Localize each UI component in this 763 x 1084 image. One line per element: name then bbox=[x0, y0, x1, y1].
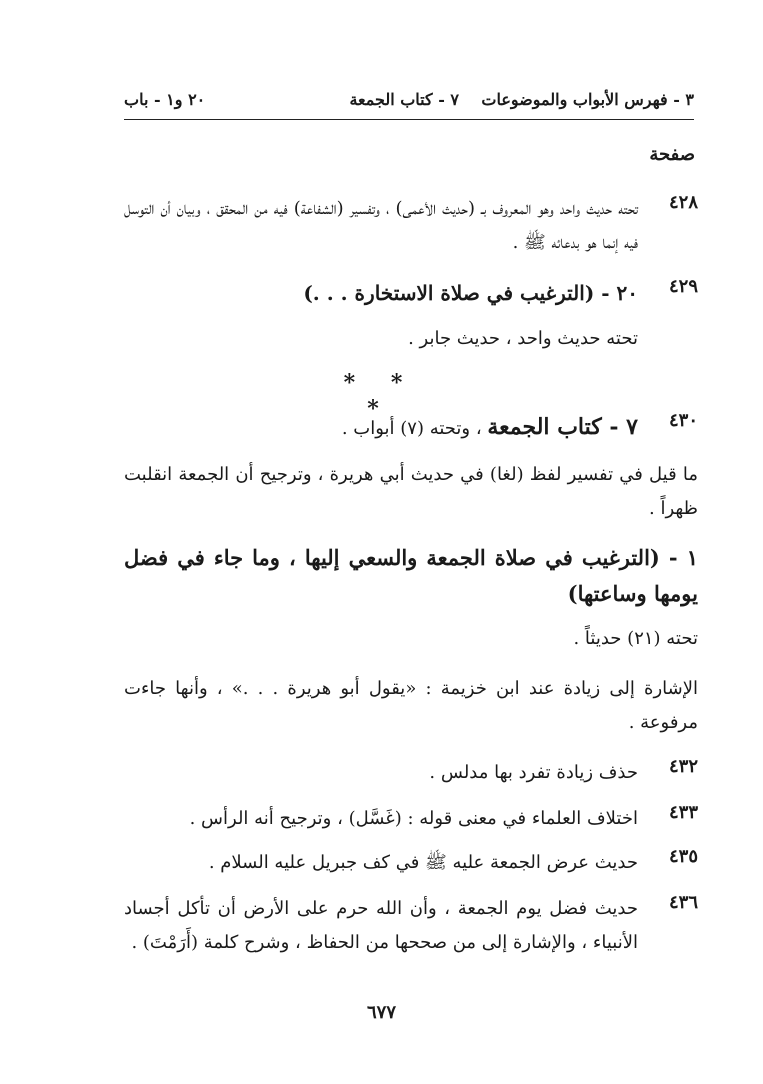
entry-page-number: ٤٢٨ bbox=[668, 192, 698, 213]
entry-text: تحته حديث واحد ، حديث جابر . bbox=[408, 328, 638, 349]
running-header bbox=[124, 86, 694, 116]
index-entry bbox=[124, 458, 698, 528]
entry-page-number: ٤٣٦ bbox=[668, 892, 698, 913]
index-entry bbox=[124, 622, 698, 658]
entry-page-number: ٤٣٥ bbox=[668, 846, 698, 867]
entry-page-number: ٤٢٩ bbox=[668, 276, 698, 297]
entry-text: حديث فضل يوم الجمعة ، وأن الله حرم على الأرض أن تأكل أجساد الأنبياء ، والإشارة إلى من صححها من الحفاظ ، وشرح كلمة (أَرَمْتَ) . bbox=[124, 898, 638, 953]
index-entry bbox=[124, 892, 698, 962]
entry-text: ما قيل في تفسير لفظ (لغا) في حديث أبي هريرة ، وترجيح أن الجمعة انقلبت ظهراً . bbox=[124, 464, 698, 519]
index-entry bbox=[124, 276, 698, 312]
index-entry bbox=[124, 192, 698, 262]
entry-text: تحته (٢١) حديثاً . bbox=[573, 628, 698, 649]
index-entry bbox=[124, 756, 698, 792]
book-heading-note: ، وتحته (٧) أبواب . bbox=[341, 418, 482, 439]
entry-text: حذف زيادة تفرد بها مدلس . bbox=[429, 762, 638, 783]
header-section-title: ٣ - فهرس الأبواب والموضوعات bbox=[481, 90, 694, 109]
index-entry bbox=[124, 672, 698, 742]
book-heading: ٧ - كتاب الجمعة bbox=[487, 414, 638, 440]
header-rule bbox=[124, 119, 694, 120]
index-entry bbox=[124, 802, 698, 838]
index-entry bbox=[124, 410, 698, 446]
page-column-label: صفحة bbox=[649, 144, 695, 165]
header-book-title: ٧ - كتاب الجمعة bbox=[349, 90, 459, 109]
entry-text bbox=[124, 410, 638, 446]
chapter-heading: ١ - (الترغيب في صلاة الجمعة والسعي إليها ، وما جاء في فضل يومها وساعتها) bbox=[124, 545, 698, 606]
entry-text: الإشارة إلى زيادة عند ابن خزيمة : «يقول أبو هريرة . . .» ، وأنها جاءت مرفوعة . bbox=[124, 678, 698, 733]
page-number: ٦٧٧ bbox=[366, 1002, 396, 1023]
index-entry bbox=[124, 322, 698, 358]
entry-page-number: ٤٣٣ bbox=[668, 802, 698, 823]
entry-page-number: ٤٣٠ bbox=[668, 410, 698, 431]
entry-text: حديث عرض الجمعة عليه ﷺ في كف جبريل عليه السلام . bbox=[208, 852, 638, 873]
index-entry bbox=[124, 540, 698, 610]
entry-text: تحته حديث واحد وهو المعروف بـ (حديث الأعمى) ، وتفسير (الشفاعة) فيه من المحقق ، وبيان أن التوسل فيه إنما هو بدعائه ﷺ . bbox=[124, 198, 638, 253]
section-separator: * * * bbox=[343, 370, 417, 422]
header-chapter-range: ٢٠ و١ - باب bbox=[124, 90, 206, 109]
entry-text: اختلاف العلماء في معنى قوله : (غَسَّل) ، وترجيح أنه الرأس . bbox=[189, 808, 638, 829]
index-entry bbox=[124, 846, 698, 882]
entry-page-number: ٤٣٢ bbox=[668, 756, 698, 777]
entry-heading: ٢٠ - (الترغيب في صلاة الاستخارة . . .) bbox=[303, 281, 638, 305]
